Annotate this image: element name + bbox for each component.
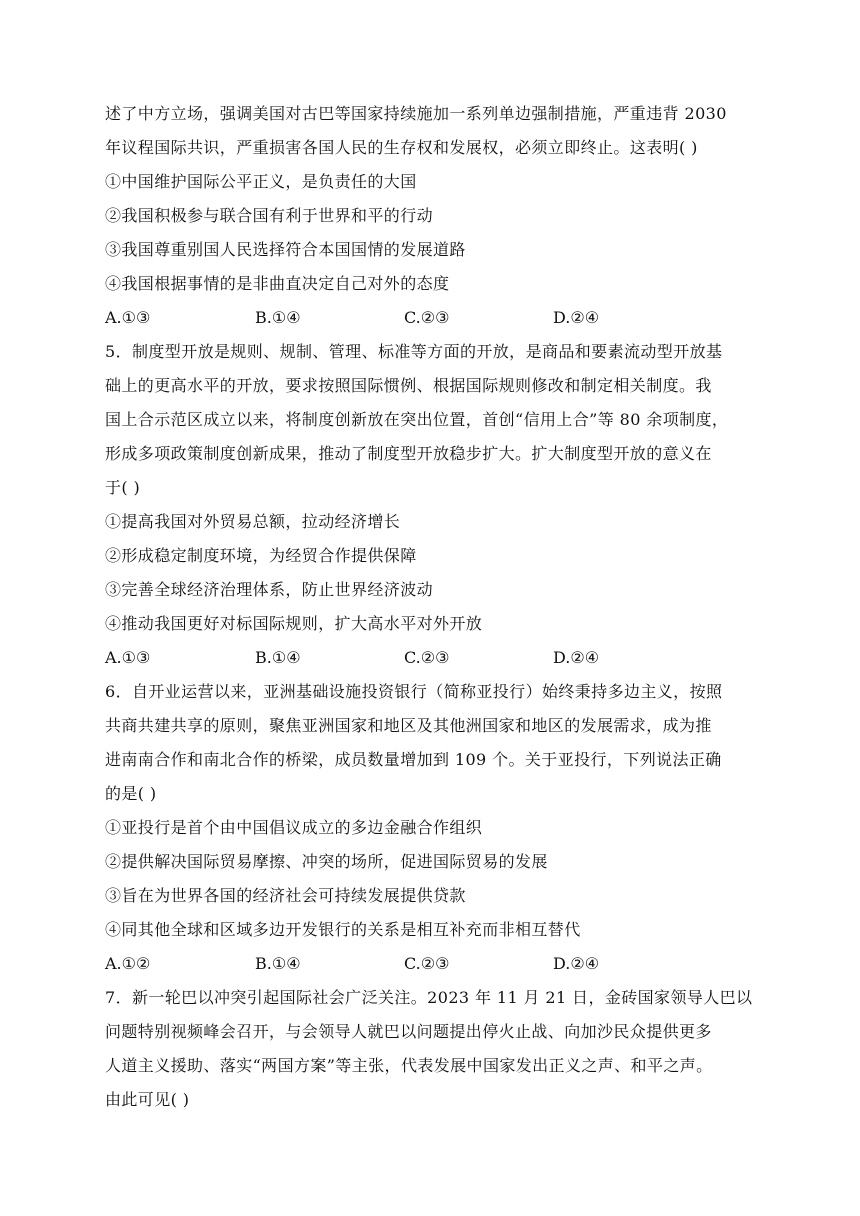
- q4-statement-1: ①中国维护国际公平正义，是负责任的大国: [105, 172, 417, 191]
- q6-statement-1: ①亚投行是首个由中国倡议成立的多边金融合作组织: [105, 818, 483, 837]
- q5-statement-2: ②形成稳定制度环境，为经贸合作提供保障: [105, 546, 417, 565]
- q4-option-c: C.②③: [404, 308, 450, 327]
- q6-option-a: A.①②: [105, 954, 151, 973]
- q7-stem-line-4: 由此可见( ): [105, 1090, 190, 1109]
- q5-options: [105, 647, 755, 669]
- q5-option-a: A.①③: [105, 648, 151, 667]
- q5-stem-line-5: 于( ): [105, 478, 141, 497]
- q4-stem-line-2: 年议程国际共识，严重损害各国人民的生存权和发展权，必须立即终止。这表明( ): [105, 138, 698, 157]
- q7-stem-line-3: 人道主义援助、落实“两国方案”等主张，代表发展中国家发出正义之声、和平之声。: [105, 1056, 713, 1075]
- q7-stem-line-2: 问题特别视频峰会召开，与会领导人就巴以问题提出停火止战、向加沙民众提供更多: [105, 1022, 712, 1041]
- q5-statement-1: ①提高我国对外贸易总额，拉动经济增长: [105, 512, 401, 531]
- q6-statement-4: ④同其他全球和区域多边开发银行的关系是相互补充而非相互替代: [105, 920, 581, 939]
- q6-stem-line-3: 进南南合作和南北合作的桥梁，成员数量增加到 109 个。关于亚投行，下列说法正确: [105, 750, 722, 769]
- q5-statement-4: ④推动我国更好对标国际规则，扩大高水平对外开放: [105, 614, 483, 633]
- q4-option-d: D.②④: [553, 308, 600, 327]
- q5-stem-line-3: 国上合示范区成立以来，将制度创新放在突出位置，首创“信用上合”等 80 余项制度，: [105, 410, 729, 429]
- q6-stem-line-2: 共商共建共享的原则，聚焦亚洲国家和地区及其他洲国家和地区的发展需求，成为推: [105, 716, 712, 735]
- q6-stem-line-4: 的是( ): [105, 784, 157, 803]
- q5-option-c: C.②③: [404, 648, 450, 667]
- q7-stem-line-1: 7．新一轮巴以冲突引起国际社会广泛关注。2023 年 11 月 21 日，金砖国家领导人巴以: [105, 988, 753, 1007]
- q5-stem-line-4: 形成多项政策制度创新成果，推动了制度型开放稳步扩大。扩大制度型开放的意义在: [105, 444, 712, 463]
- q5-option-d: D.②④: [553, 648, 600, 667]
- q6-option-d: D.②④: [553, 954, 600, 973]
- q5-option-b: B.①④: [255, 648, 301, 667]
- q4-option-b: B.①④: [255, 308, 301, 327]
- q6-statement-3: ③旨在为世界各国的经济社会可持续发展提供贷款: [105, 886, 466, 905]
- q6-option-c: C.②③: [404, 954, 450, 973]
- q5-stem-line-1: 5．制度型开放是规则、规制、管理、标准等方面的开放，是商品和要素流动型开放基: [105, 342, 723, 361]
- q6-stem-line-1: 6．自开业运营以来，亚洲基础设施投资银行（简称亚投行）始终秉持多边主义，按照: [105, 682, 723, 701]
- q6-option-b: B.①④: [255, 954, 301, 973]
- q4-statement-2: ②我国积极参与联合国有利于世界和平的行动: [105, 206, 434, 225]
- q4-statement-4: ④我国根据事情的是非曲直决定自己对外的态度: [105, 274, 450, 293]
- q4-options: [105, 307, 755, 329]
- q5-statement-3: ③完善全球经济治理体系，防止世界经济波动: [105, 580, 434, 599]
- q6-statement-2: ②提供解决国际贸易摩擦、冲突的场所，促进国际贸易的发展: [105, 852, 548, 871]
- q4-stem-line-1: 述了中方立场，强调美国对古巴等国家持续施加一系列单边强制措施，严重违背 2030: [105, 104, 727, 123]
- q4-option-a: A.①③: [105, 308, 151, 327]
- q5-stem-line-2: 础上的更高水平的开放，要求按照国际惯例、根据国际规则修改和制定相关制度。我: [105, 376, 712, 395]
- q4-statement-3: ③我国尊重别国人民选择符合本国国情的发展道路: [105, 240, 466, 259]
- q6-options: [105, 953, 755, 975]
